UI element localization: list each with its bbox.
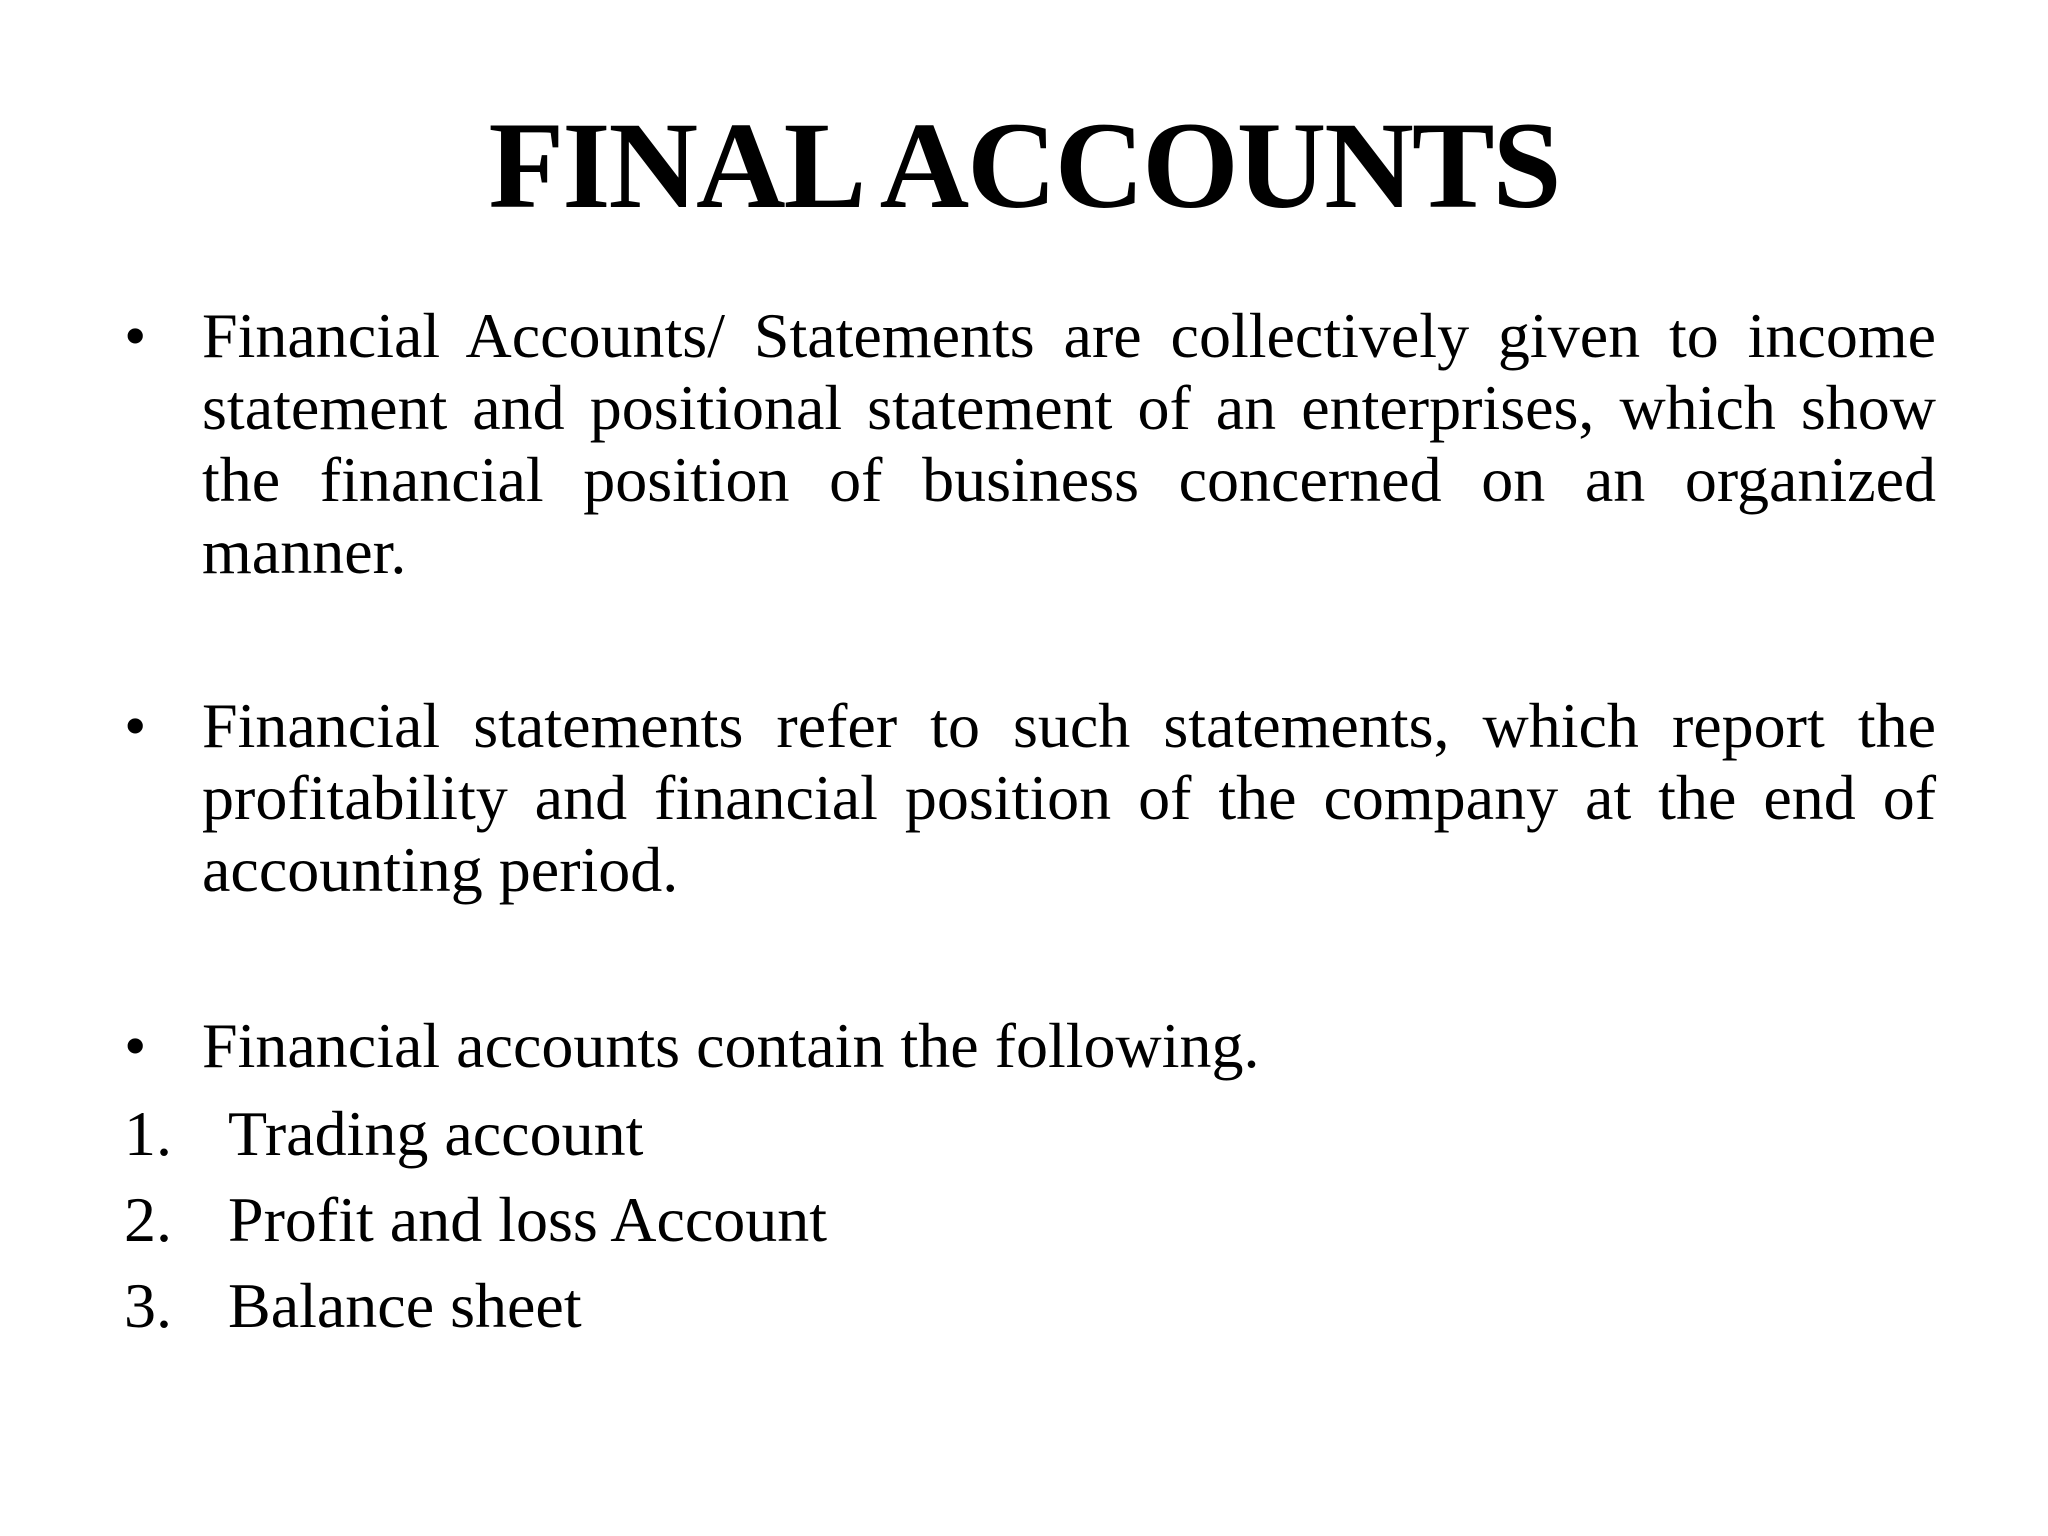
- bullet-item: [124, 1010, 1936, 1082]
- slide-title: FINAL ACCOUNTS: [488, 97, 1560, 234]
- bullet-text: Financial statements refer to such statements, which report the profitability and financial position of the company at the end of accounting period.: [202, 690, 1936, 905]
- list-number: 2.: [124, 1184, 172, 1255]
- bullet-item: [124, 690, 1936, 906]
- bullet-item: [124, 300, 1936, 588]
- list-item-text: Trading account: [228, 1098, 644, 1169]
- bullet-text: Financial accounts contain the following.: [202, 1010, 1260, 1081]
- list-number: 1.: [124, 1098, 172, 1169]
- list-item-text: Balance sheet: [228, 1270, 582, 1341]
- numbered-item-profit-and-loss: [124, 1184, 1924, 1256]
- numbered-item-balance-sheet: [124, 1270, 1924, 1342]
- bullet-marker: •: [124, 1010, 147, 1081]
- bullet-marker: •: [124, 300, 147, 371]
- numbered-item-trading-account: [124, 1098, 1924, 1170]
- bullet-text: Financial Accounts/ Statements are collectively given to income statement and positional statement of an enterprises, which show the financial position of business concerned on an organized manner.: [202, 300, 1936, 587]
- list-number: 3.: [124, 1270, 172, 1341]
- bullet-marker: •: [124, 690, 147, 761]
- list-item-text: Profit and loss Account: [228, 1184, 828, 1255]
